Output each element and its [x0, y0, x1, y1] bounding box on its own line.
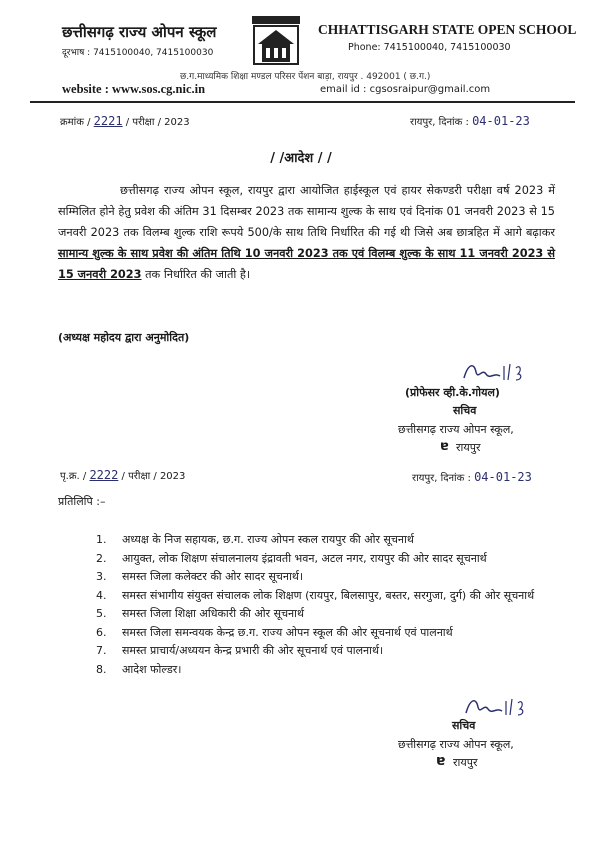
order-reference [60, 114, 190, 128]
order-title: / /आदेश / / [270, 151, 332, 166]
order-body [58, 180, 555, 285]
stamp-mark-1-icon: ɐ [440, 439, 449, 454]
list-item [96, 606, 566, 622]
email[interactable]: email id : cgsosraipur@gmail.com [320, 84, 491, 95]
stamp-mark-2-icon: ɐ [436, 753, 446, 769]
copy-signatory-title: सचिव [452, 719, 476, 732]
order-body-bold: सामान्य शुल्क के साथ प्रवेश की अंतिम तिथि 10 जनवरी 2023 तक एवं विलम्ब शुल्क के साथ 11 जनवरी 2023 से 15 जनवरी 2023 [58, 247, 555, 281]
order-ref-number: 2221 [93, 114, 123, 128]
list-item-number: 8. [96, 662, 107, 676]
phone-hindi: दूरभाष : 7415100040, 7415100030 [62, 48, 214, 58]
header-divider [30, 101, 575, 103]
copy-ref-prefix: पृ.क्र. / [60, 471, 87, 482]
list-item [96, 662, 566, 678]
approval-note: (अध्यक्ष महोदय द्वारा अनुमोदित) [58, 331, 190, 344]
order-body-text-2: तक निर्धारित की जाती है। [141, 268, 251, 281]
list-item-number: 6. [96, 625, 107, 639]
list-item-number: 2. [96, 551, 107, 565]
school-name-english: CHHATTISGARH STATE OPEN SCHOOL [318, 22, 577, 37]
order-ref-prefix: क्रमांक / [60, 117, 91, 128]
list-item-text: आयुक्त, लोक शिक्षण संचालनालय इंद्रावती भवन, अटल नगर, रायपुर की ओर सादर सूचनार्थ [122, 551, 487, 565]
copy-signatory-org: छत्तीसगढ़ राज्य ओपन स्कूल, [398, 738, 514, 751]
copy-heading: प्रतिलिपि :– [58, 495, 106, 508]
list-item-text: समस्त प्राचार्य/अध्ययन केन्द्र प्रभारी की ओर सूचनार्थ एवं पालनार्थ। [122, 644, 384, 657]
order-body-text-1: छत्तीसगढ़ राज्य ओपन स्कूल, रायपुर द्वारा आयोजित हाईस्कूल एवं हायर सेकण्डरी परीक्षा वर्ष 2023 में सम्मिलित होने हेतु प्रवेश की अंतिम 31 दिसम्बर 2023 तक सामान्य शुल्क के साथ एवं दिनांक 01 जनवरी 2023 से 15 जनवरी 2023 तक विलम्ब शुल्क राशि रूपये 500/के साथ तिथि निर्धारित की गई थी जिसे अब छात्रहित में आगे बढ़ाकर [58, 184, 555, 239]
signatory-org: छत्तीसगढ़ राज्य ओपन स्कूल, [398, 423, 514, 436]
list-item [96, 588, 566, 604]
list-item [96, 532, 566, 548]
list-item-number: 3. [96, 570, 107, 583]
copy-date: 04-01-23 [474, 470, 532, 484]
copy-date-line [412, 470, 532, 484]
signatory-title: सचिव [453, 404, 477, 417]
list-item [96, 551, 566, 567]
list-item-text: समस्त जिला शिक्षा अधिकारी की ओर सूचनार्थ [122, 607, 305, 620]
phone-english: Phone: 7415100040, 7415100030 [348, 42, 511, 53]
list-item-number: 5. [96, 607, 107, 620]
list-item [96, 569, 566, 585]
copy-signatory-city: रायपुर [453, 756, 478, 769]
list-item-text: समस्त जिला समन्वयक केन्द्र छ.ग. राज्य ओपन स्कूल की ओर सूचनार्थ एवं पालनार्थ [122, 625, 453, 639]
order-date-line [410, 114, 530, 128]
list-item-number: 7. [96, 644, 107, 657]
signature-1-icon [460, 358, 530, 388]
list-item-text: समस्त संभागीय संयुक्त संचालक लोक शिक्षण (रायपुर, बिलसापुर, बस्तर, सरगुजा, दुर्ग) की ओर सूचनार्थ [122, 588, 535, 602]
copy-list [96, 532, 566, 680]
school-logo-icon [248, 14, 304, 70]
list-item-text: आदेश फोल्डर। [122, 662, 182, 676]
signatory-name: (प्रोफेसर व्ही.के.गोयल) [405, 386, 500, 399]
order-ref-suffix: / परीक्षा / 2023 [125, 117, 190, 128]
list-item [96, 625, 566, 641]
website[interactable]: website : www.sos.cg.nic.in [62, 82, 206, 96]
list-item-text: समस्त जिला कलेक्टर की ओर सादर सूचनार्थ। [122, 570, 304, 583]
list-item-number: 4. [96, 588, 107, 602]
order-date: 04-01-23 [472, 114, 530, 128]
order-date-label: रायपुर, दिनांक : [410, 117, 469, 128]
list-item [96, 643, 566, 659]
signatory-city: रायपुर [456, 441, 481, 454]
copy-ref-suffix: / परीक्षा / 2023 [121, 471, 186, 482]
list-item-text: अध्यक्ष के निज सहायक, छ.ग. राज्य ओपन स्कल रायपुर की ओर सूचनार्थ [122, 533, 414, 546]
copy-ref-number: 2222 [89, 468, 119, 482]
school-name-hindi: छत्तीसगढ़ राज्य ओपन स्कूल [62, 23, 217, 41]
school-address: छ.ग.माध्यमिक शिक्षा मण्डल परिसर पेंशन बाड़ा, रायपुर . 492001 ( छ.ग.) [180, 72, 431, 82]
list-item-number: 1. [96, 533, 107, 546]
copy-date-label: रायपुर, दिनांक : [412, 473, 471, 484]
copy-reference [60, 468, 185, 482]
